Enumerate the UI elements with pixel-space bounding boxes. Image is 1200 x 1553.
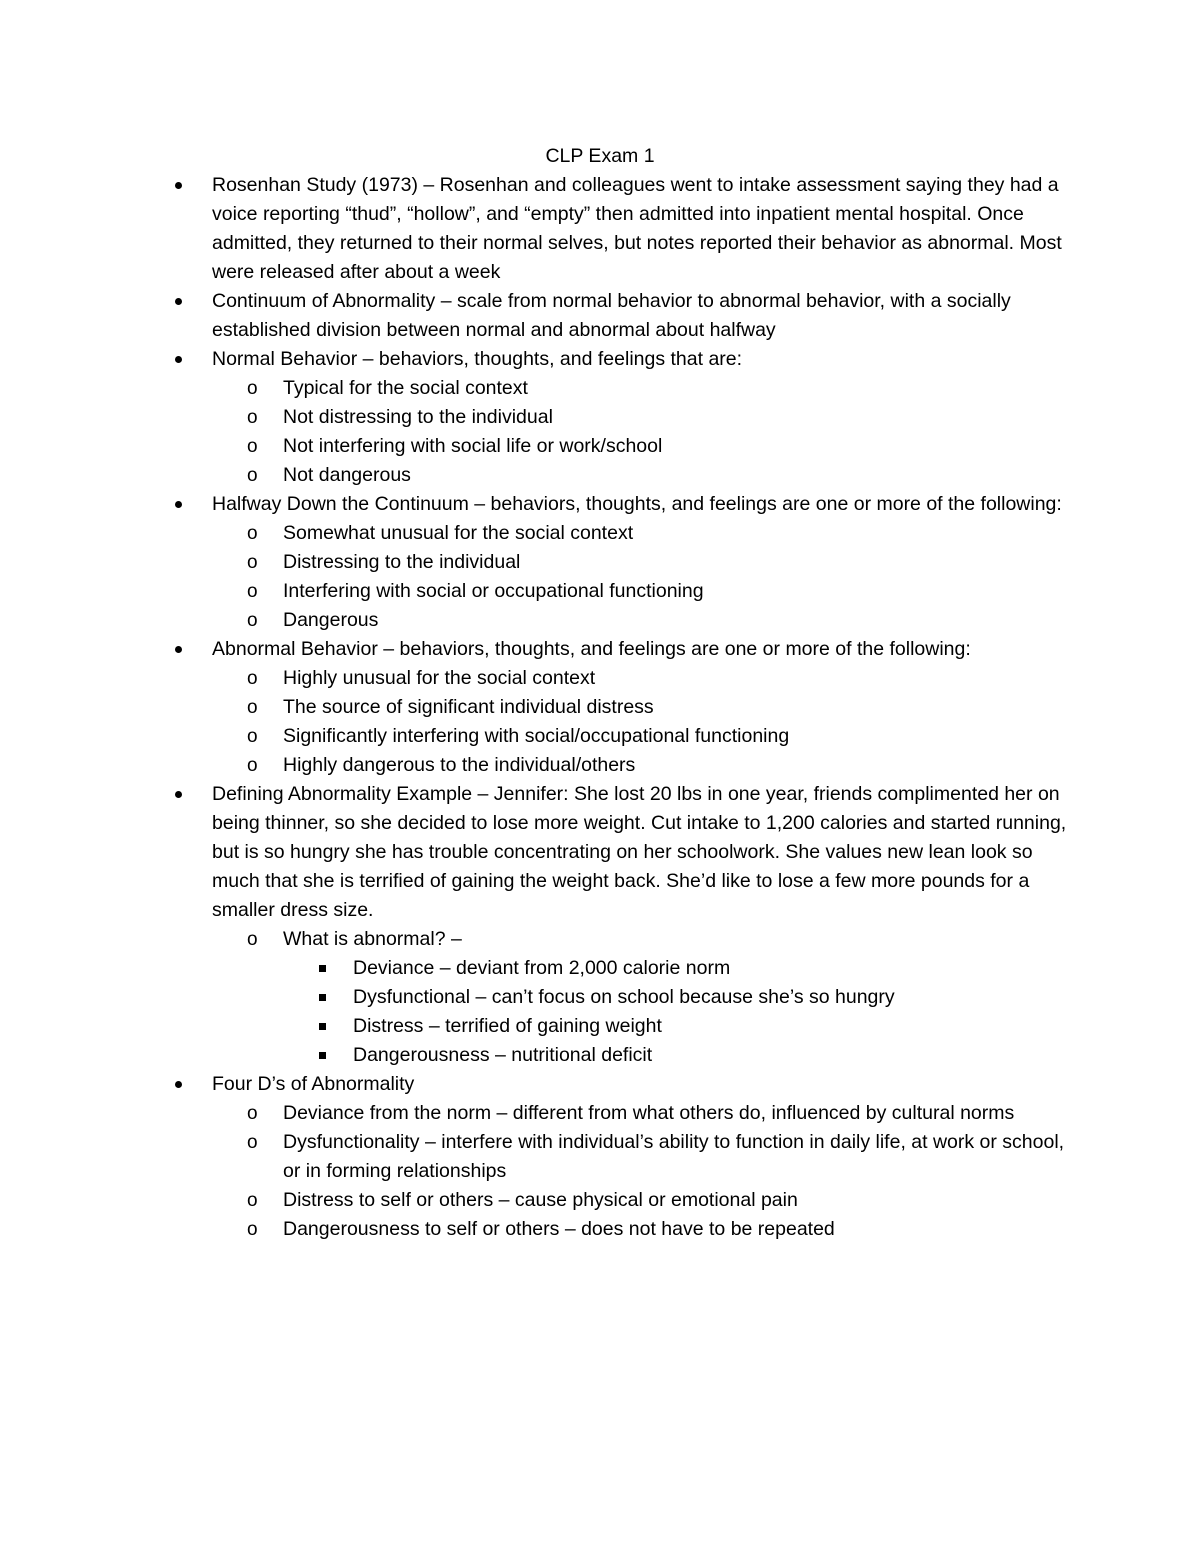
sub-list-item-text: What is abnormal? – xyxy=(283,928,462,950)
sub-list-item: o Dangerousness to self or others – does not have to be repeated xyxy=(283,1215,1072,1244)
sub-list-item: o Not dangerous xyxy=(283,461,1072,490)
sub-list-item: o Distress to self or others – cause physical or emotional pain xyxy=(283,1186,1072,1215)
sub-sub-list xyxy=(353,954,1072,1070)
list-item-text: Rosenhan Study (1973) – Rosenhan and colleagues went to intake assessment saying they had a voice reporting “thud”, “hollow”, and “empty” then admitted into inpatient mental hospital. Once admitted, they returned to their normal selves, but notes reported their behavior as abnormal. Most were released after about a week xyxy=(212,174,1062,283)
sub-list xyxy=(283,374,1072,490)
list-item-text: Abnormal Behavior – behaviors, thoughts, and feelings are one or more of the following: xyxy=(212,638,971,660)
list-item-abnormal-behavior xyxy=(212,635,1072,780)
sub-list-item: o Deviance from the norm – different from what others do, influenced by cultural norms xyxy=(283,1099,1072,1128)
list-item-four-ds xyxy=(212,1070,1072,1244)
sub-list-item: o Highly dangerous to the individual/others xyxy=(283,751,1072,780)
sub-list xyxy=(283,519,1072,635)
sub-list-item: o Somewhat unusual for the social context xyxy=(283,519,1072,548)
list-item-text: Four D’s of Abnormality xyxy=(212,1073,415,1095)
document-title: CLP Exam 1 xyxy=(545,145,655,167)
sub-list-item: o Dysfunctionality – interfere with individual’s ability to function in daily life, at work or school, or in forming relationships xyxy=(283,1128,1072,1186)
sub-list-item: o Dangerous xyxy=(283,606,1072,635)
sub-list-item: o Typical for the social context xyxy=(283,374,1072,403)
sub-sub-list-item: Dangerousness – nutritional deficit xyxy=(353,1041,1072,1070)
list-item-text: Normal Behavior – behaviors, thoughts, and feelings that are: xyxy=(212,348,743,370)
list-item-normal-behavior xyxy=(212,345,1072,490)
list-item-defining-example xyxy=(212,780,1072,1070)
sub-list-item: o Interfering with social or occupational functioning xyxy=(283,577,1072,606)
list-item-rosenhan-study xyxy=(212,171,1072,287)
sub-list xyxy=(283,664,1072,780)
list-item-halfway xyxy=(212,490,1072,635)
sub-list-item: o Distressing to the individual xyxy=(283,548,1072,577)
sub-list-item: o The source of significant individual distress xyxy=(283,693,1072,722)
sub-sub-list-item: Dysfunctional – can’t focus on school because she’s so hungry xyxy=(353,983,1072,1012)
sub-list-item: o Significantly interfering with social/occupational functioning xyxy=(283,722,1072,751)
list-item-continuum xyxy=(212,287,1072,345)
list-item-text: Continuum of Abnormality – scale from normal behavior to abnormal behavior, with a socially established division between normal and abnormal about halfway xyxy=(212,290,1011,341)
list-item-text: Halfway Down the Continuum – behaviors, thoughts, and feelings are one or more of the following: xyxy=(212,493,1062,515)
list-item-text: Defining Abnormality Example – Jennifer: She lost 20 lbs in one year, friends complimented her on being thinner, so she decided to lose more weight. Cut intake to 1,200 calories and started running, but is so hungry she has trouble concentrating on her schoolwork. She values new lean look so much that she is terrified of gaining the weight back. She’d like to lose a few more pounds for a smaller dress size. xyxy=(212,783,1067,921)
notes-body xyxy=(212,171,1072,1244)
sub-list-item: o Not interfering with social life or work/school xyxy=(283,432,1072,461)
sub-list xyxy=(283,925,1072,1070)
top-level-list xyxy=(212,171,1072,1244)
sub-list-item: o Highly unusual for the social context xyxy=(283,664,1072,693)
sub-list-item xyxy=(283,925,1072,1070)
sub-sub-list-item: Distress – terrified of gaining weight xyxy=(353,1012,1072,1041)
sub-sub-list-item: Deviance – deviant from 2,000 calorie norm xyxy=(353,954,1072,983)
sub-list xyxy=(283,1099,1072,1244)
sub-list-item: o Not distressing to the individual xyxy=(283,403,1072,432)
